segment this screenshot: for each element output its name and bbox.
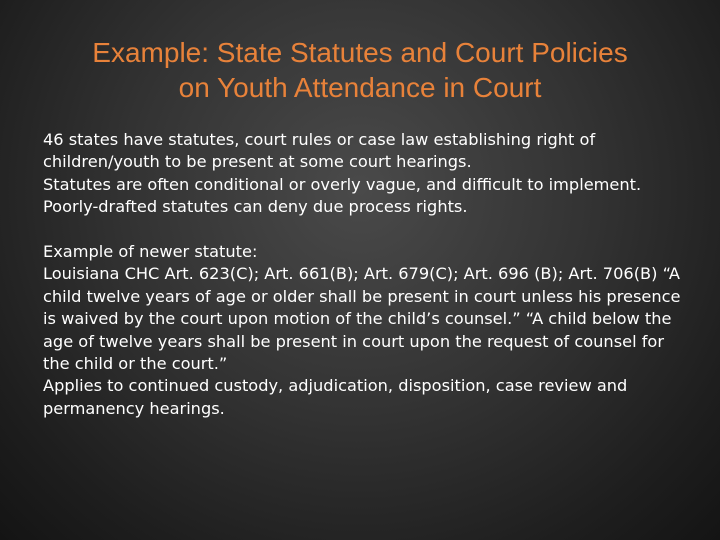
paragraph-applies-to: Applies to continued custody, adjudication, disposition, case review and permanency hearings. xyxy=(43,376,628,418)
slide-title xyxy=(20,35,700,105)
paragraph-states-statutes: 46 states have statutes, court rules or case law establishing right of children/youth to be present at some court hearings. xyxy=(43,130,596,172)
slide-body xyxy=(43,129,693,420)
paragraph-spacer xyxy=(43,219,693,241)
paragraph-louisiana-statute: Louisiana CHC Art. 623(C); Art. 661(B); Art. 679(C); Art. 696 (B); Art. 706(B) “A child twelve years of age or older shall be present in court unless his presence is waived by the court upon motion of the child’s counsel.” “A child below the age of twelve years shall be present in court upon the request of counsel for the child or the court.” xyxy=(43,264,681,374)
slide-title-line-1: Example: State Statutes and Court Policies xyxy=(92,37,628,68)
paragraph-statutes-conditional: Statutes are often conditional or overly vague, and difficult to implement. Poorly-drafted statutes can deny due process rights. xyxy=(43,174,642,217)
slide-title-line-2: on Youth Attendance in Court xyxy=(178,72,542,103)
paragraph-example-heading: Example of newer statute: xyxy=(43,242,258,262)
